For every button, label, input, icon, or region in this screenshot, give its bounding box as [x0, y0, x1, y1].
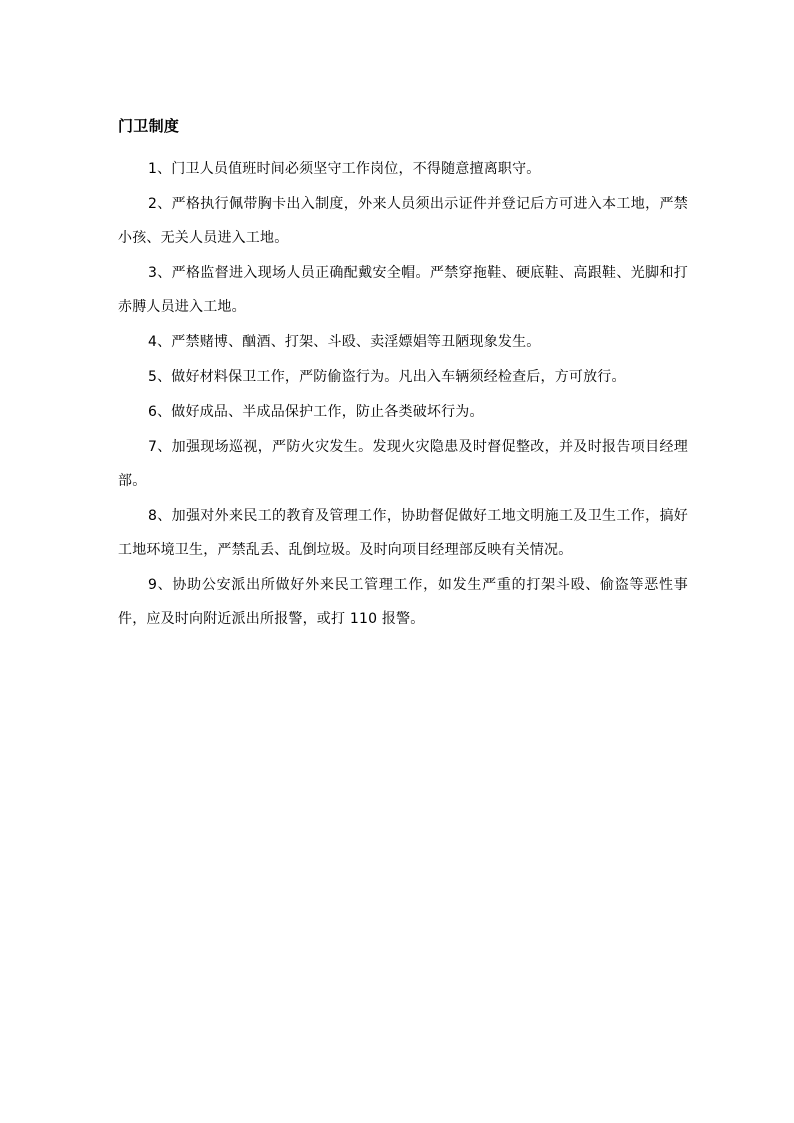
- rule-6: 6、做好成品、半成品保护工作，防止各类破坏行为。: [148, 404, 484, 420]
- rule-5: 5、做好材料保卫工作，严防偷盗行为。凡出入车辆须经检查后，方可放行。: [148, 369, 626, 385]
- rule-7: 7、加强现场巡视，严防火灾发生。发现火灾隐患及时督促整改，并及时报告项目经理部。: [118, 439, 688, 489]
- rule-3: 3、严格监督进入现场人员正确配戴安全帽。严禁穿拖鞋、硬底鞋、高跟鞋、光脚和打赤膊人员进入工地。: [118, 265, 688, 315]
- rule-1: 1、门卫人员值班时间必须坚守工作岗位，不得随意擅离职守。: [148, 161, 541, 177]
- rule-2: 2、严格执行佩带胸卡出入制度，外来人员须出示证件并登记后方可进入本工地，严禁小孩、无关人员进入工地。: [118, 196, 688, 246]
- rule-4: 4、严禁赌博、酗酒、打架、斗殴、卖淫嫖娼等丑陋现象发生。: [148, 334, 541, 350]
- rule-9: 9、协助公安派出所做好外来民工管理工作，如发生严重的打架斗殴、偷盗等恶性事件，应及时向附近派出所报警，或打 110 报警。: [118, 577, 688, 627]
- document-page: [118, 114, 688, 637]
- rule-8: 8、加强对外来民工的教育及管理工作，协助督促做好工地文明施工及卫生工作，搞好工地环境卫生，严禁乱丢、乱倒垃圾。及时向项目经理部反映有关情况。: [118, 508, 688, 558]
- document-title: 门卫制度: [118, 117, 180, 135]
